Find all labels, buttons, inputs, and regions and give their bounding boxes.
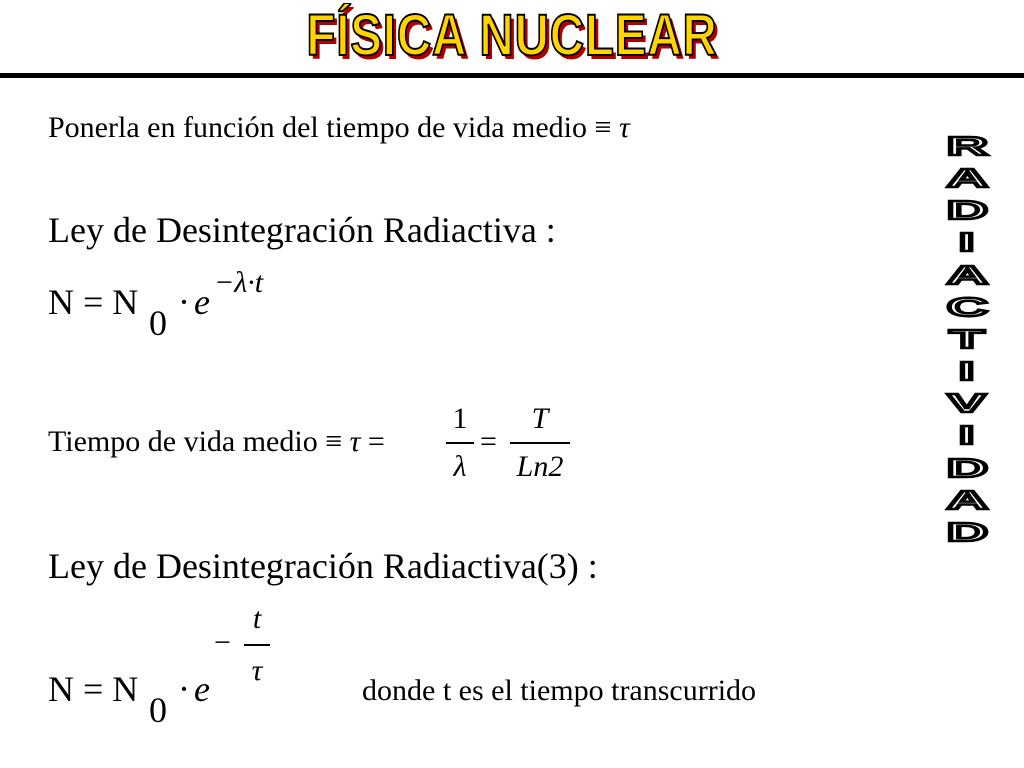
- fraction-1-over-lambda: [446, 404, 474, 484]
- fraction-numerator: 1: [452, 402, 468, 435]
- fraction-numerator: t: [252, 602, 262, 635]
- tiempo-vida-line: [48, 427, 385, 457]
- side-letter: V: [947, 388, 987, 419]
- side-letter: C: [946, 291, 988, 322]
- side-letter: D: [946, 516, 988, 547]
- tiempo-label: Tiempo de vida medio: [48, 425, 318, 458]
- fraction-bar: [446, 442, 474, 444]
- intro-line: [48, 113, 630, 143]
- decay-law-lhs-1: N = N: [48, 282, 139, 322]
- tau-symbol: τ: [618, 111, 630, 144]
- dot-operator-2: ·: [178, 669, 190, 709]
- fraction-bar: [510, 442, 570, 444]
- exponent-1: −λ·t: [214, 266, 264, 299]
- exponent-minus-sign: −: [214, 626, 231, 659]
- fraction-denominator: τ: [251, 654, 263, 687]
- tau-symbol: τ: [349, 425, 361, 458]
- side-letter: I: [959, 356, 975, 387]
- ley-heading-1: Ley de Desintegración Radiactiva :: [48, 210, 556, 250]
- ln2-text: Ln2: [516, 450, 564, 483]
- equals-sign-2: =: [480, 425, 497, 458]
- side-vertical-text: [936, 133, 998, 545]
- side-letter: I: [959, 420, 975, 451]
- equiv-symbol: ≡: [594, 111, 612, 144]
- n0-subscript-1: 0: [149, 303, 167, 343]
- fraction-bar: [244, 644, 270, 646]
- side-letter: A: [946, 163, 988, 194]
- side-letter: D: [946, 452, 988, 483]
- side-letter: A: [946, 259, 988, 290]
- donde-note: donde t es el tiempo transcurrido: [362, 674, 757, 707]
- ley-heading-2: Ley de Desintegración Radiactiva(3) :: [48, 546, 598, 586]
- equiv-symbol: ≡: [325, 425, 343, 458]
- title-rule: [0, 73, 1024, 78]
- fraction-numerator: T: [531, 402, 549, 435]
- side-letter: R: [946, 131, 988, 161]
- side-letter: T: [949, 323, 985, 354]
- fraction-denominator: [510, 452, 570, 482]
- n0-subscript-2: 0: [149, 690, 167, 730]
- side-letter: D: [946, 195, 988, 226]
- exponent-fraction-t-over-tau: [244, 604, 270, 690]
- decay-law-lhs-2: N = N: [48, 669, 139, 709]
- e-symbol-1: e: [194, 282, 210, 322]
- equals-sign: =: [367, 425, 385, 458]
- side-letter: A: [946, 484, 988, 515]
- fraction-denominator: λ: [453, 450, 467, 483]
- intro-text: Ponerla en función del tiempo de vida medio: [48, 111, 588, 144]
- side-letter: I: [959, 227, 975, 258]
- fraction-T-over-Ln2: [510, 404, 570, 484]
- dot-operator-1: ·: [178, 282, 190, 322]
- e-symbol-2: e: [194, 669, 210, 709]
- slide-title: FÍSICA NUCLEAR: [306, 3, 718, 68]
